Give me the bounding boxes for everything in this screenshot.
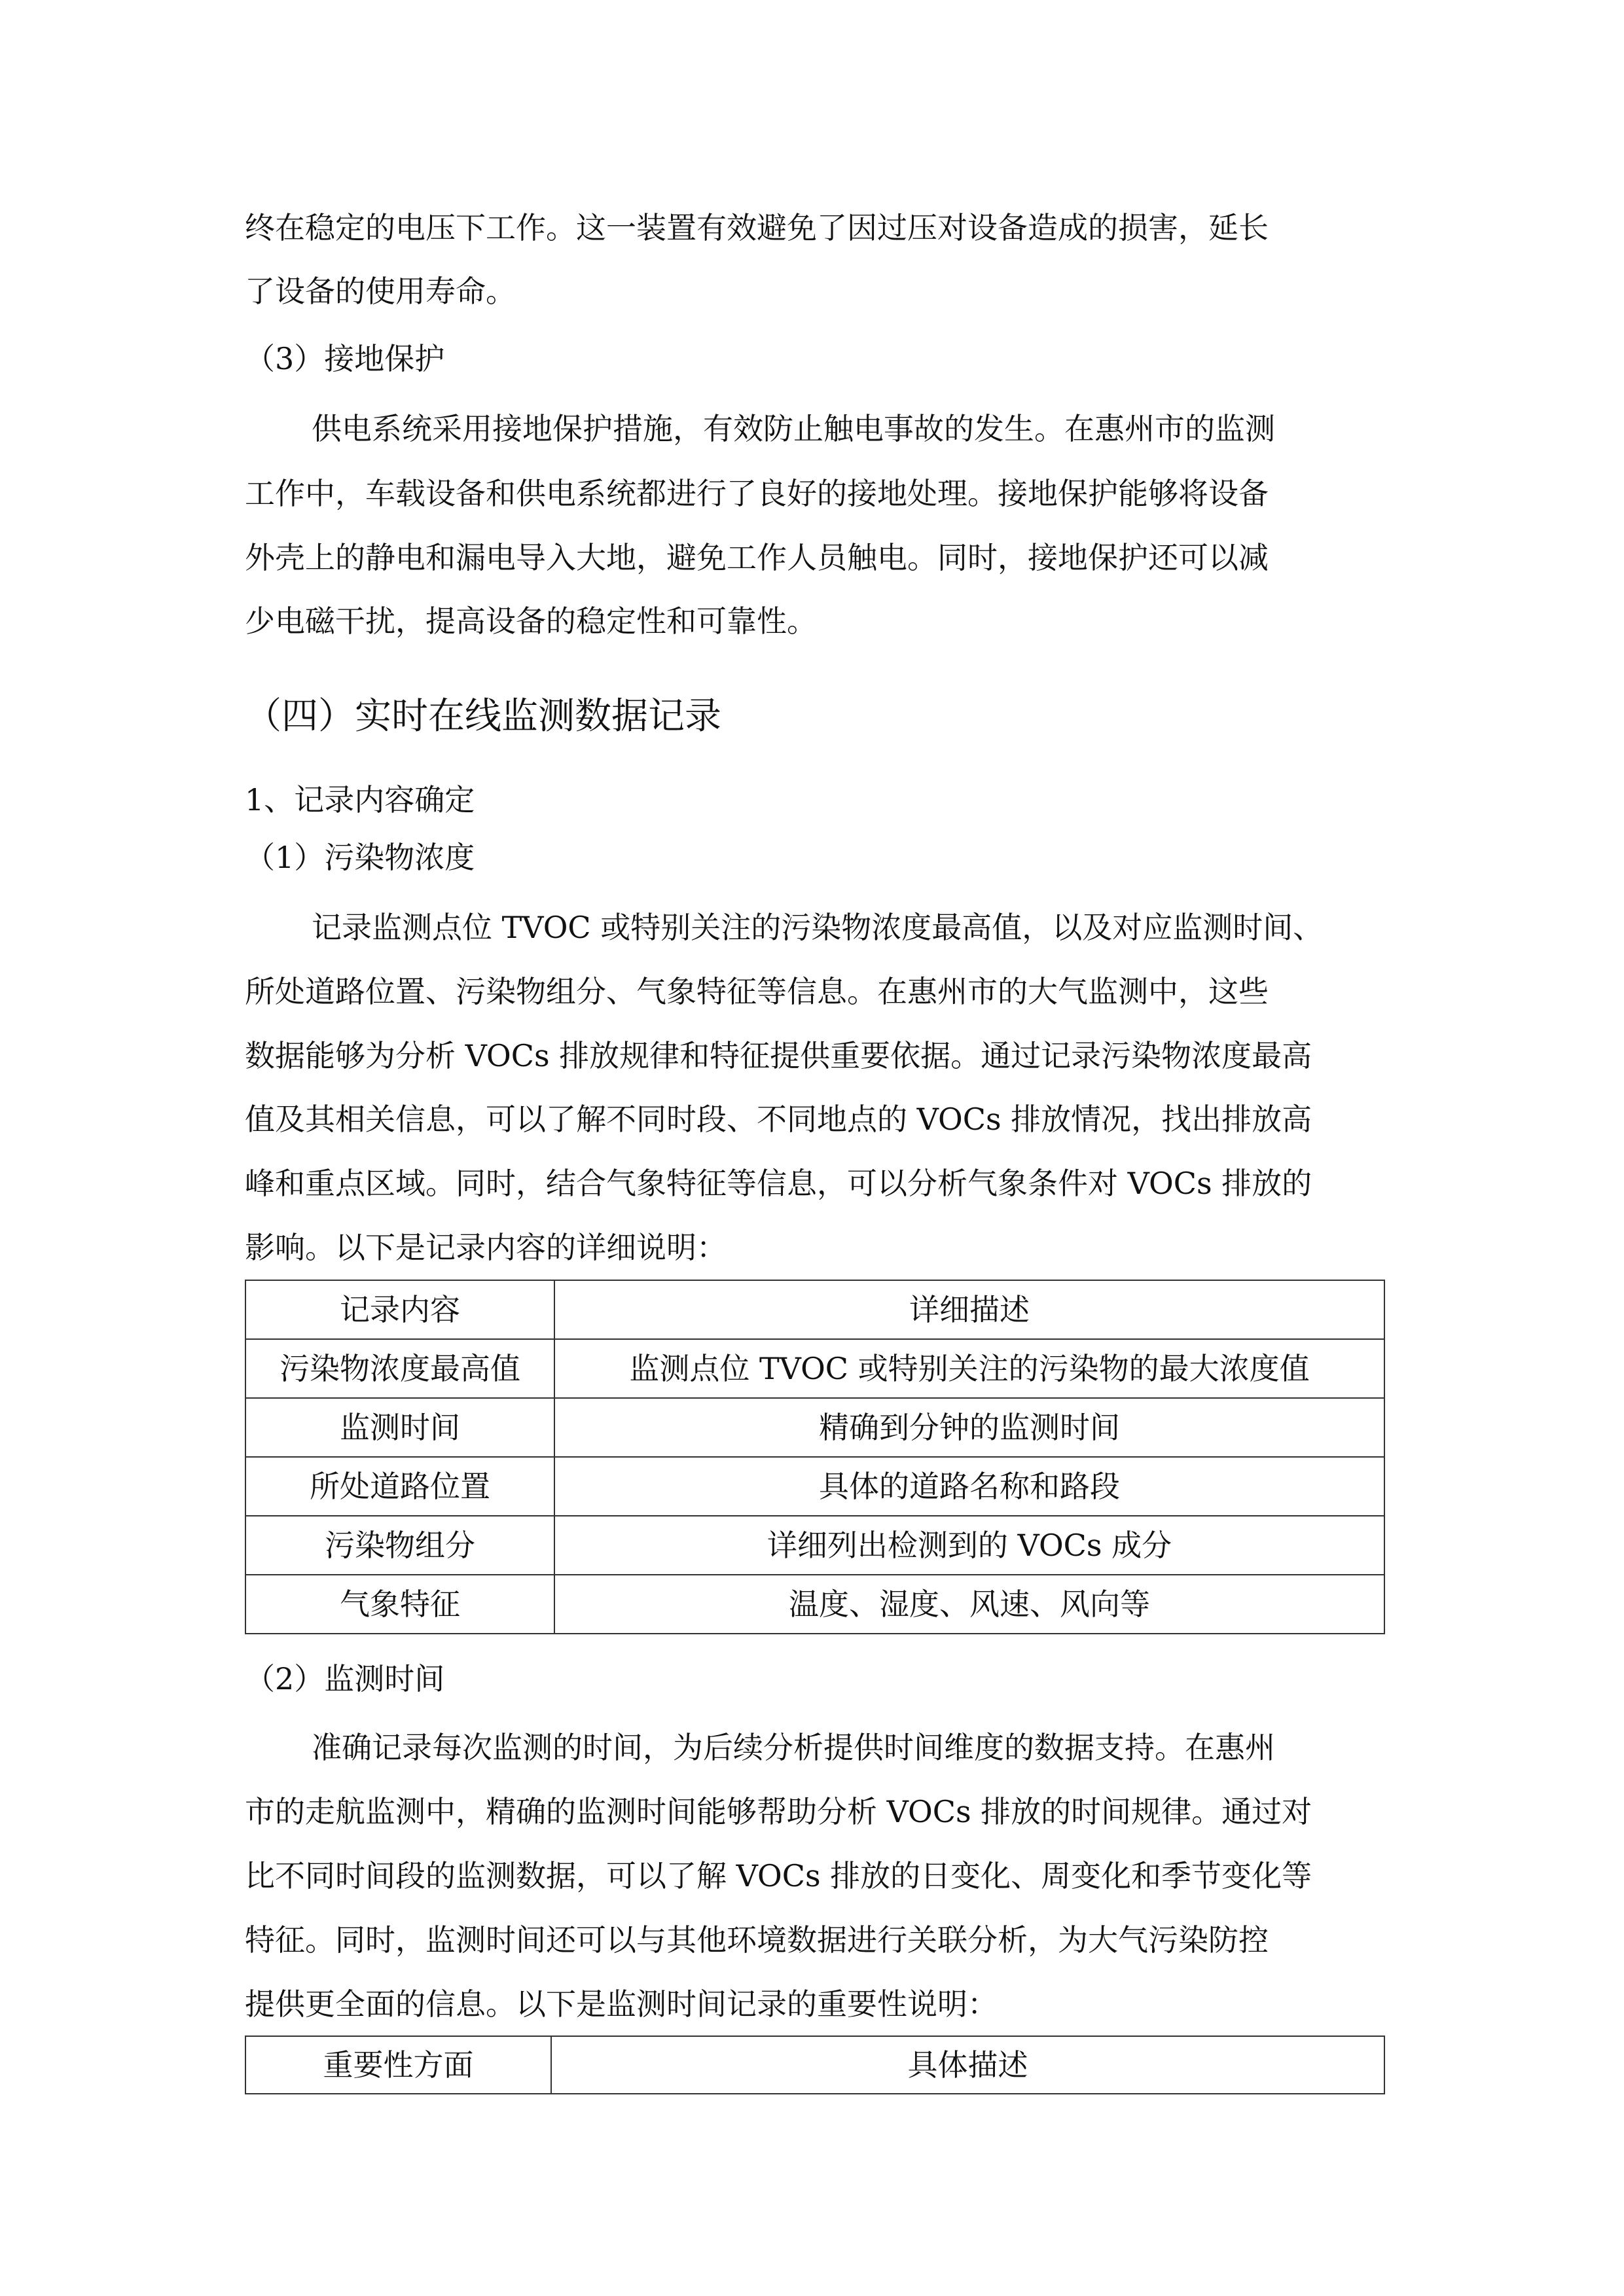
paragraph-line: 影响。以下是记录内容的详细说明： xyxy=(245,1230,727,1265)
records-table xyxy=(245,1280,1385,1634)
table-cell: 温度、湿度、风速、风向等 xyxy=(554,1575,1384,1634)
table-row xyxy=(245,1575,1384,1634)
item-heading: 1、记录内容确定 xyxy=(245,782,475,817)
subheading: （1）污染物浓度 xyxy=(245,840,475,875)
paragraph-line: 记录监测点位 TVOC 或特别关注的污染物浓度最高值，以及对应监测时间、 xyxy=(312,910,1324,945)
paragraph-line: 市的走航监测中，精确的监测时间能够帮助分析 VOCs 排放的时间规律。通过对 xyxy=(245,1794,1312,1829)
paragraph-line: 了设备的使用寿命。 xyxy=(245,274,516,309)
table-cell: 详细列出检测到的 VOCs 成分 xyxy=(554,1516,1384,1575)
subheading: （3）接地保护 xyxy=(245,341,445,376)
table-header-cell: 重要性方面 xyxy=(245,2036,551,2094)
table-row xyxy=(245,1516,1384,1575)
subheading: （2）监测时间 xyxy=(245,1661,445,1696)
table-header-row xyxy=(245,2036,1384,2094)
paragraph-line: 工作中，车载设备和供电系统都进行了良好的接地处理。接地保护能够将设备 xyxy=(245,476,1269,511)
paragraph-line: 比不同时间段的监测数据，可以了解 VOCs 排放的日变化、周变化和季节变化等 xyxy=(245,1858,1312,1893)
table-header-cell: 详细描述 xyxy=(554,1280,1384,1339)
paragraph-line: 数据能够为分析 VOCs 排放规律和特征提供重要依据。通过记录污染物浓度最高 xyxy=(245,1038,1312,1073)
table-header-cell: 具体描述 xyxy=(551,2036,1384,2094)
monitoring-time-table xyxy=(245,2036,1385,2094)
table-row xyxy=(245,1398,1384,1457)
table-cell: 污染物浓度最高值 xyxy=(245,1339,554,1398)
paragraph-line: 值及其相关信息，可以了解不同时段、不同地点的 VOCs 排放情况，找出排放高 xyxy=(245,1102,1312,1137)
section-heading: （四）实时在线监测数据记录 xyxy=(245,695,721,738)
paragraph-line: 所处道路位置、污染物组分、气象特征等信息。在惠州市的大气监测中，这些 xyxy=(245,974,1269,1009)
table-cell: 污染物组分 xyxy=(245,1516,554,1575)
paragraph-line: 供电系统采用接地保护措施，有效防止触电事故的发生。在惠州市的监测 xyxy=(312,411,1275,446)
paragraph-line: 提供更全面的信息。以下是监测时间记录的重要性说明： xyxy=(245,1986,998,2022)
table-row xyxy=(245,1457,1384,1516)
table-row xyxy=(245,1339,1384,1398)
table-cell: 具体的道路名称和路段 xyxy=(554,1457,1384,1516)
table-cell: 所处道路位置 xyxy=(245,1457,554,1516)
paragraph-line: 终在稳定的电压下工作。这一装置有效避免了因过压对设备造成的损害，延长 xyxy=(245,210,1269,245)
paragraph-line: 特征。同时，监测时间还可以与其他环境数据进行关联分析，为大气污染防控 xyxy=(245,1922,1269,1958)
table-header-row xyxy=(245,1280,1384,1339)
paragraph-line: 准确记录每次监测的时间，为后续分析提供时间维度的数据支持。在惠州 xyxy=(312,1730,1275,1765)
table-cell: 监测时间 xyxy=(245,1398,554,1457)
table-cell: 精确到分钟的监测时间 xyxy=(554,1398,1384,1457)
paragraph-line: 少电磁干扰，提高设备的稳定性和可靠性。 xyxy=(245,603,817,639)
table-header-cell: 记录内容 xyxy=(245,1280,554,1339)
table-cell: 监测点位 TVOC 或特别关注的污染物的最大浓度值 xyxy=(554,1339,1384,1398)
paragraph-line: 峰和重点区域。同时，结合气象特征等信息，可以分析气象条件对 VOCs 排放的 xyxy=(245,1166,1312,1201)
table-cell: 气象特征 xyxy=(245,1575,554,1634)
paragraph-line: 外壳上的静电和漏电导入大地，避免工作人员触电。同时，接地保护还可以减 xyxy=(245,540,1269,575)
